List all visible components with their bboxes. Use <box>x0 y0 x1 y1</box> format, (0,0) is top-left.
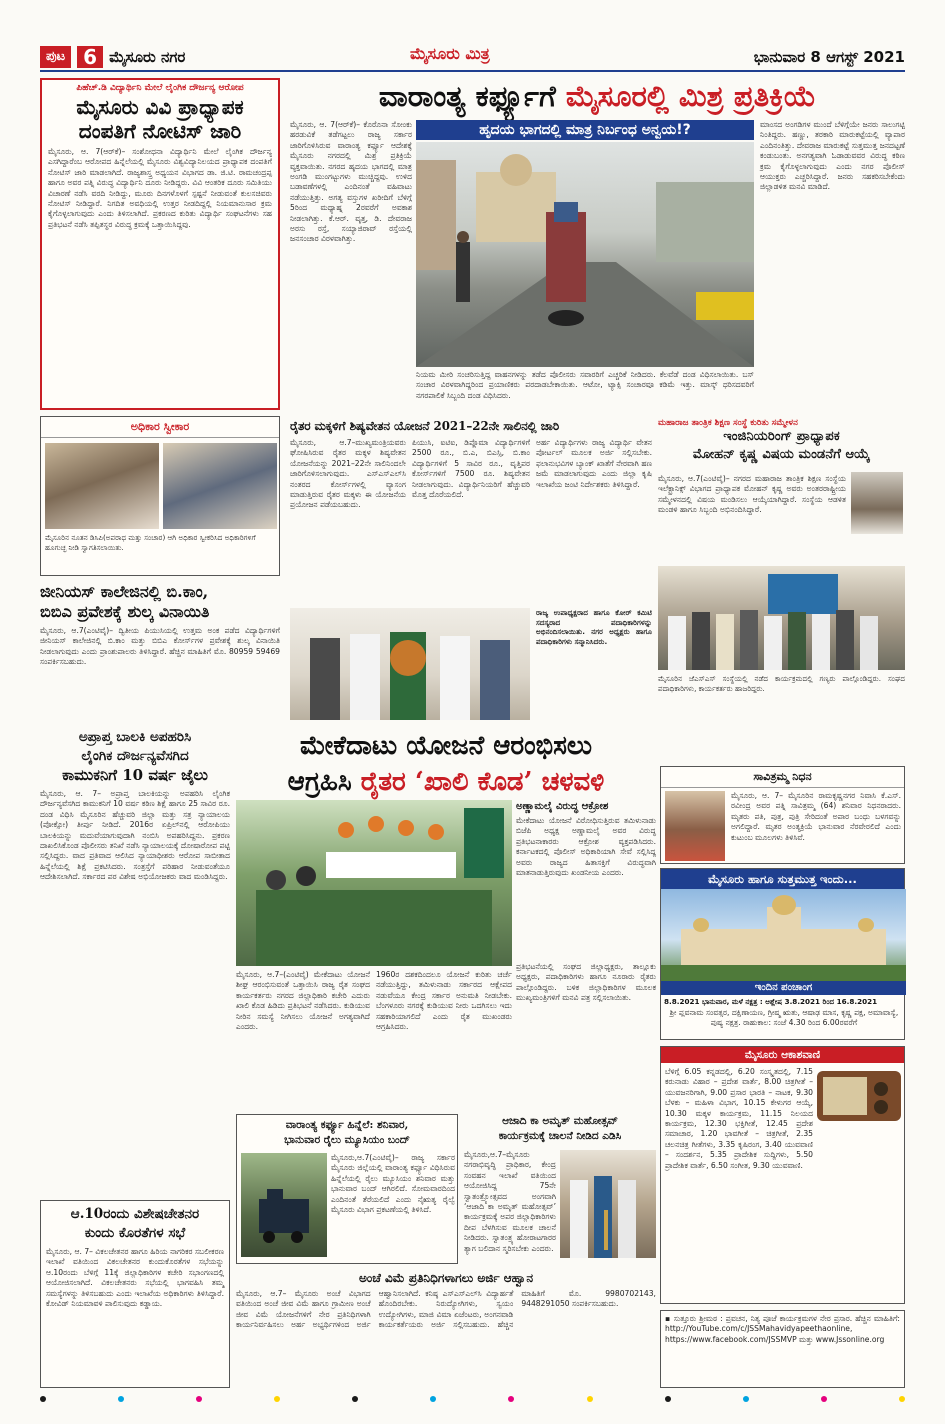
registration-dot <box>587 1396 593 1402</box>
headline-part: ವಾರಾಂತ್ಯ ಕರ್ಫ್ಯೂಗೆ <box>378 79 556 113</box>
lead-photo-street <box>416 142 754 367</box>
headline-line: ಬಿಬಿಎ ಪ್ರವೇಶಕ್ಕೆ ಶುಲ್ಕ ವಿನಾಯಿತಿ <box>40 602 210 621</box>
dateline: ಭಾನುವಾರ 8 ಆಗಸ್ಟ್ 2021 <box>753 48 905 66</box>
story-body: ಮೈಸೂರು, ಆ. 7– ಅಪ್ರಾಪ್ತ ಬಾಲಕಿಯನ್ನು ಅಪಹರಿಸಿ ಲೈಂಗಿಕ ದೌರ್ಜನ್ಯವೆಸಗಿದ ಕಾಮುಕನಿಗೆ 10 ವರ್ಷ ಕಠಿಣ ಶಿಕ್ಷೆ ಹಾಗೂ 25 ಸಾವಿರ ರೂ. ದಂಡ ವಿಧಿಸಿ ಮೈಸೂರಿನ ಹೆಚ್ಚುವರಿ ಜಿಲ್ಲಾ ಮತ್ತು ಸತ್ರ ನ್ಯಾಯಾಲಯ (ಪೋಕ್ಸೋ) ತೀರ್ಪು ನೀಡಿದೆ. 2016ರ ಏಪ್ರಿಲ್‌ನಲ್ಲಿ ಆರೋಪಿಯು ಬಾಲಕಿಯನ್ನು ಮದುವೆಯಾಗುವುದಾಗಿ ನಂಬಿಸಿ ಅಪಹರಿಸಿದ್ದನು. ಪ್ರಕರಣ ದಾಖಲಿಸಿಕೊಂಡ ಪೊಲೀಸರು ತನಿಖೆ ನಡೆಸಿ ನ್ಯಾಯಾಲಯಕ್ಕೆ ದೋಷಾರೋಪ ಪಟ್ಟಿ ಸಲ್ಲಿಸಿದ್ದರು. ವಾದ ಪ್ರತಿವಾದ ಆಲಿಸಿದ ನ್ಯಾಯಾಧೀಶರು ಆರೋಪ ಸಾಬೀತಾದ ಹಿನ್ನೆಲೆಯಲ್ಲಿ ಶಿಕ್ಷೆ ಪ್ರಕಟಿಸಿದರು. ಸಂತ್ರಸ್ತೆಗೆ ಪರಿಹಾರ ನೀಡುವಂತೆಯೂ ಆದೇಶಿಸಲಾಗಿದೆ. ಸರ್ಕಾರದ ಪರ ವಿಶೇಷ ಅಭಿಯೋಜಕರು ವಾದ ಮಂಡಿಸಿದ್ದರು. <box>40 789 233 882</box>
photo-officers-1 <box>45 443 159 529</box>
lamp-lighting-illustration <box>560 1150 656 1258</box>
headline-line: ಆಜಾದಿ ಕಾ ಅಮೃತ್ ಮಹೋತ್ಸವ್ <box>502 1115 618 1127</box>
story-body: ಪ್ರತಿಭಟನೆಯಲ್ಲಿ ಸಂಘದ ಜಿಲ್ಲಾಧ್ಯಕ್ಷರು, ತಾಲ್ಲೂಕು ಅಧ್ಯಕ್ಷರು, ಪದಾಧಿಕಾರಿಗಳು ಹಾಗೂ ನೂರಾರು ರೈತರು ಪಾಲ್ಗೊಂಡಿದ್ದರು. ಬಳಿಕ ಜಿಲ್ಲಾಧಿಕಾರಿಗಳ ಮೂಲಕ ಮುಖ್ಯಮಂತ್ರಿಗಳಿಗೆ ಮನವಿ ಪತ್ರ ಸಲ್ಲಿಸಲಾಯಿತು. <box>516 962 659 1003</box>
story-body: ಮೈಸೂರು, ಆ.7(ಎಂಟಿವೈ)– ನಗರದ ಮಹಾರಾಜ ತಾಂತ್ರಿಕ ಶಿಕ್ಷಣ ಸಂಸ್ಥೆಯ ಇಲೆಕ್ಟ್ರಾನಿಕ್ಸ್ ವಿಭಾಗದ ಪ್ರಾಧ್ಯಾಪಕ ಮೋಹನ್ ಕೃಷ್ಣ ಅವರು ಅಂತರರಾಷ್ಟ್ರೀಯ ಸಮ್ಮೇಳನದಲ್ಲಿ ವಿಷಯ ಮಂಡಿಸಲು ಆಯ್ಕೆಯಾಗಿದ್ದಾರೆ. ಸಂಸ್ಥೆಯ ಆಡಳಿತ ಮಂಡಳಿ ಹಾಗೂ ಸಿಬ್ಬಂದಿ ಅಭಿನಂದಿಸಿದ್ದಾರೆ. <box>658 474 849 515</box>
mekedatu-protest-photo <box>236 800 512 966</box>
scholarship-photo <box>290 608 530 720</box>
story-apply <box>236 1270 659 1388</box>
photo-caption: ಮೈಸೂರಿನ ಜೆಎಸ್‌ಎಸ್ ಸಂಸ್ಥೆಯಲ್ಲಿ ನಡೆದ ಕಾರ್ಯಕ್ರಮದಲ್ಲಿ ಗಣ್ಯರು ಪಾಲ್ಗೊಂಡಿದ್ದರು. ಸಂಘದ ಪದಾಧಿಕಾರಿಗಳು, ಕಾರ್ಯಕರ್ತರು ಹಾಜರಿದ್ದರು. <box>658 674 905 693</box>
page-number: 6 <box>77 46 103 68</box>
scholarship-body-1: ಮೈಸೂರು, ಆ.7–ಮುಖ್ಯಮಂತ್ರಿಯವರು ಘೋಷಿಸಿರುವ ರೈತರ ಮಕ್ಕಳ ಶಿಷ್ಯವೇತನ ಯೋಜನೆಯನ್ನು 2021–22ನೇ ಸಾಲಿನಿಂದಲೇ ಜಾರಿಗೊಳಿಸಲಾಗುವುದು. ಎಸ್‌ಎಸ್‌ಎಲ್‌ಸಿ ನಂತರದ ಕೋರ್ಸ್‌ಗಳಲ್ಲಿ ವ್ಯಾಸಂಗ ಮಾಡುತ್ತಿರುವ ರೈತರ ಮಕ್ಕಳು ಈ ಯೋಜನೆಯ ಪ್ರಯೋಜನ ಪಡೆಯಬಹುದು. <box>290 438 409 510</box>
story-headline <box>658 428 905 464</box>
registration-dot <box>508 1396 514 1402</box>
footer-notice <box>660 1310 905 1388</box>
museum-train-photo <box>241 1153 327 1257</box>
professor-event-photo <box>658 566 905 670</box>
group-illustration <box>658 566 905 670</box>
mekedatu-headline <box>236 728 656 800</box>
panchanga-title: ಇಂದಿನ ಪಂಚಾಂಗ <box>661 981 906 995</box>
scholarship-body-2: ಪಿಯುಸಿ, ಐಟಿಐ, ಡಿಪ್ಲೊಮಾ ವಿದ್ಯಾರ್ಥಿಗಳಿಗೆ 2500 ರೂ., ಬಿ.ಎ, ಬಿಎಸ್ಸಿ, ಬಿ.ಕಾಂ ವಿದ್ಯಾರ್ಥಿಗಳಿಗೆ 5 ಸಾವಿರ ರೂ., ವೃತ್ತಿಪರ ಕೋರ್ಸ್‌ಗಳಿಗೆ 7500 ರೂ. ಶಿಷ್ಯವೇತನ ನೀಡಲಾಗುವುದು. ವಿದ್ಯಾರ್ಥಿನಿಯರಿಗೆ ಹೆಚ್ಚುವರಿ ಮೊತ್ತ ದೊರೆಯಲಿದೆ. <box>412 438 533 500</box>
radio-box <box>660 1046 905 1304</box>
headline-line: ವಾರಾಂತ್ಯ ಕರ್ಫ್ಯೂ ಹಿನ್ನೆಲೆ: ಶನಿವಾರ, <box>285 1119 409 1131</box>
headline-line: ಮೇಕೆದಾಟು ಯೋಜನೆ ಆರಂಭಿಸಲು <box>299 731 593 761</box>
story-headline: ಅಂಚೆ ವಿಮೆ ಪ್ರತಿನಿಧಿಗಳಾಗಲು ಅರ್ಜಿ ಆಹ್ವಾನ <box>358 1271 534 1285</box>
story-kicker: ಪಿಹೆಚ್.ಡಿ ವಿದ್ಯಾರ್ಥಿನಿ ಮೇಲೆ ಲೈಂಗಿಕ ದೌರ್ಜನ್ಯ ಆರೋಪ <box>76 83 244 93</box>
page-header <box>40 44 905 72</box>
story-body: ಮೈಸೂರು,ಆ.7–ಮೈಸೂರು ನಗರಾಭಿವೃದ್ಧಿ ಪ್ರಾಧಿಕಾರ, ಕೇಂದ್ರ ಸಂವಹನ ಇಲಾಖೆ ವತಿಯಿಂದ ಆಯೋಜಿಸಿದ್ದ 75ನೇ ಸ್ವಾತಂತ್ರ್ಯೋತ್ಸವದ ಅಂಗವಾಗಿ ‘ಆಜಾದಿ ಕಾ ಅಮೃತ್ ಮಹೋತ್ಸವ್’ ಕಾರ್ಯಕ್ರಮಕ್ಕೆ ಅಪರ ಜಿಲ್ಲಾಧಿಕಾರಿಗಳು ದೀಪ ಬೆಳಗಿಸುವ ಮೂಲಕ ಚಾಲನೆ ನೀಡಿದರು. ಸ್ವಾತಂತ್ರ್ಯ ಹೋರಾಟಗಾರರ ತ್ಯಾಗ ಬಲಿದಾನ ಸ್ಮರಿಸಬೇಕು ಎಂದರು. <box>464 1150 559 1253</box>
registration-dot <box>40 1396 46 1402</box>
headline-line: ಲೈಂಗಿಕ ದೌರ್ಜನ್ಯವೆಸಗಿದ <box>81 748 189 764</box>
story-museum <box>236 1114 458 1264</box>
story-notice <box>40 78 280 410</box>
lead-headline <box>290 78 905 114</box>
lead-subhead-band: ಹೃದಯ ಭಾಗದಲ್ಲಿ ಮಾತ್ರ ನಿರ್ಬಂಧ ಅನ್ವಯ!? <box>416 120 754 140</box>
panchanga-line: 8.8.2021 ಭಾನುವಾರ, ಮಳೆ ನಕ್ಷತ್ರ : ಆಶ್ಲೇಷ 3.8.2021 ರಿಂದ 16.8.2021 <box>664 997 878 1006</box>
registration-dot <box>274 1396 280 1402</box>
lead-body-left: ಮೈಸೂರು, ಆ. 7(ಆರ್‌ಕೆ)– ಕೊರೊನಾ ಸೋಂಕು ಹರಡುವಿಕೆ ತಡೆಗಟ್ಟಲು ರಾಜ್ಯ ಸರ್ಕಾರ ಜಾರಿಗೊಳಿಸಿರುವ ವಾರಾಂತ್ಯ ಕರ್ಫ್ಯೂ ಆದೇಶಕ್ಕೆ ಮೈಸೂರು ನಗರದಲ್ಲಿ ಮಿಶ್ರ ಪ್ರತಿಕ್ರಿಯೆ ವ್ಯಕ್ತವಾಯಿತು. ನಗರದ ಹೃದಯ ಭಾಗದಲ್ಲಿ ಮಾತ್ರ ಅಂಗಡಿ ಮುಂಗಟ್ಟುಗಳು ಮುಚ್ಚಿದ್ದವು. ಉಳಿದ ಬಡಾವಣೆಗಳಲ್ಲಿ ಎಂದಿನಂತೆ ವಹಿವಾಟು ನಡೆಯುತ್ತಿತ್ತು. ಅಗತ್ಯ ವಸ್ತುಗಳ ಖರೀದಿಗೆ ಬೆಳಿಗ್ಗೆ 5ರಿಂದ ಮಧ್ಯಾಹ್ನ 2ರವರೆಗೆ ಅವಕಾಶ ನೀಡಲಾಗಿತ್ತು. ಕೆ.ಆರ್. ವೃತ್ತ, ಡಿ. ದೇವರಾಜ ಅರಸು ರಸ್ತೆ, ಸಯ್ಯಾಜಿರಾವ್ ರಸ್ತೆಯಲ್ಲಿ ಜನಸಂಚಾರ ವಿರಳವಾಗಿತ್ತು. <box>290 120 415 244</box>
section-title: ಅಧಿಕಾರ ಸ್ವೀಕಾರ <box>41 417 279 438</box>
radio-set-icon <box>815 1067 903 1125</box>
palace-illustration <box>661 889 906 981</box>
protest-illustration <box>236 800 512 966</box>
headline-line: ಆ.10ರಂದು ವಿಶೇಷಚೇತನರ <box>70 1206 200 1222</box>
street-illustration <box>416 142 754 367</box>
story-headline <box>42 95 278 143</box>
masthead: ಮೈಸೂರು ಮಿತ್ರ <box>410 44 490 63</box>
registration-dot <box>821 1396 827 1402</box>
story-body: ಮೈಸೂರು, ಆ.7(ಎಂಟಿವೈ)– ದ್ವಿತೀಯ ಪಿಯುಸಿಯಲ್ಲಿ ಉತ್ತಮ ಅಂಕ ಪಡೆದ ವಿದ್ಯಾರ್ಥಿಗಳಿಗೆ ಜೀನಿಯಸ್ ಕಾಲೇಜಿನಲ್ಲಿ ಬಿ.ಕಾಂ ಮತ್ತು ಬಿಬಿಎ ಕೋರ್ಸ್‌ಗಳ ಪ್ರವೇಶಕ್ಕೆ ಶುಲ್ಕ ವಿನಾಯಿತಿ ನೀಡಲಾಗುವುದು ಎಂದು ಪ್ರಾಂಶುಪಾಲರು ತಿಳಿಸಿದ್ದಾರೆ. ಹೆಚ್ಚಿನ ಮಾಹಿತಿಗೆ ಮೊ. 80959 59469 ಸಂಪರ್ಕಿಸಬಹುದು. <box>40 626 283 667</box>
story-headline <box>41 1205 229 1243</box>
photo-caption: ಮೈಸೂರಿನ ನೂತನ ಡಿಸಿಪಿ(ಅಪರಾಧ ಮತ್ತು ಸಂಚಾರ) ಆಗಿ ಅಧಿಕಾರ ಸ್ವೀಕರಿಸಿದ ಅಧಿಕಾರಿಗಳಿಗೆ ಹೂಗುಚ್ಛ ನೀಡಿ ಸ್ವಾಗತಿಸಲಾಯಿತು. <box>45 533 256 552</box>
headline-line: ಕುಂದು ಕೊರತೆಗಳ ಸಭೆ <box>84 1225 186 1241</box>
panchanga-body: ಶ್ರೀ ಪ್ಲವನಾಮ ಸಂವತ್ಸರ, ದಕ್ಷಿಣಾಯಣ, ಗ್ರೀಷ್ಮ ಋತು, ಆಷಾಢ ಮಾಸ, ಕೃಷ್ಣ ಪಕ್ಷ, ಅಮಾವಾಸ್ಯೆ, ಪುಷ್ಯ ನಕ್ಷತ್ರ. ರಾಹುಕಾಲ: ಸಂಜೆ 4.30 ರಿಂದ 6.00ರವರೆಗೆ <box>669 1008 901 1028</box>
registration-dot <box>352 1396 358 1402</box>
story-body: ಮೈಸೂರು, ಆ. 7(ಆರ್‌ಕೆ)– ಸಂಶೋಧನಾ ವಿದ್ಯಾರ್ಥಿನಿ ಮೇಲೆ ಲೈಂಗಿಕ ದೌರ್ಜನ್ಯ ಎಸಗಿದ್ದಾರೆಂಬ ಆರೋಪದ ಹಿನ್ನೆಲೆಯಲ್ಲಿ ಮೈಸೂರು ವಿಶ್ವವಿದ್ಯಾನಿಲಯದ ಪ್ರಾಧ್ಯಾಪಕ ದಂಪತಿಗೆ ನೋಟಿಸ್ ಜಾರಿ ಮಾಡಲಾಗಿದೆ. ರಾಜ್ಯಶಾಸ್ತ್ರ ಅಧ್ಯಯನ ವಿಭಾಗದ ಡಾ. ಜಿ.ಟಿ. ರಾಮಚಂದ್ರಪ್ಪ ಹಾಗೂ ಅವರ ಪತ್ನಿ ವಿರುದ್ಧ ವಿದ್ಯಾರ್ಥಿನಿ ದೂರು ನೀಡಿದ್ದರು. ವಿವಿ ಆಂತರಿಕ ದೂರು ಸಮಿತಿಯು ವಿಚಾರಣೆ ನಡೆಸಿ ವರದಿ ನೀಡಿದ್ದು, ಮೂರು ದಿನಗಳೊಳಗೆ ಸ್ಪಷ್ಟನೆ ನೀಡುವಂತೆ ಕುಲಸಚಿವರು ನೋಟಿಸ್ ನೀಡಿದ್ದಾರೆ. ನಿಗದಿತ ಅವಧಿಯಲ್ಲಿ ಉತ್ತರ ನೀಡದಿದ್ದಲ್ಲಿ ನಿಯಮಾನುಸಾರ ಕ್ರಮ ಕೈಗೊಳ್ಳಲಾಗುವುದು ಎಂದು ತಿಳಿಸಲಾಗಿದೆ. ಪ್ರಕರಣದ ಕುರಿತು ವಿದ್ಯಾರ್ಥಿ ಸಂಘಟನೆಗಳು ಸಹ ಪ್ರತಿಭಟನೆ ನಡೆಸಿ ತಪ್ಪಿತಸ್ಥರ ವಿರುದ್ಧ ಕ್ರಮಕ್ಕೆ ಒತ್ತಾಯಿಸಿದ್ದವು. <box>48 147 275 229</box>
headline-part: ಮೈಸೂರಲ್ಲಿ ಮಿಶ್ರ ಪ್ರತಿಕ್ರಿಯೆ <box>565 79 817 113</box>
registration-dot <box>118 1396 124 1402</box>
story-meeting <box>40 1200 230 1388</box>
story-body: ಮೈಸೂರು, ಆ. 7– ವಿಕಲಚೇತನರ ಹಾಗೂ ಹಿರಿಯ ನಾಗರಿಕರ ಸಬಲೀಕರಣ ಇಲಾಖೆ ವತಿಯಿಂದ ವಿಕಲಚೇತನರ ಕುಂದುಕೊರತೆಗಳ ಸಭೆಯನ್ನು ಆ.10ರಂದು ಬೆಳಿಗ್ಗೆ 11ಕ್ಕೆ ಜಿಲ್ಲಾಧಿಕಾರಿಗಳ ಕಚೇರಿ ಸಭಾಂಗಣದಲ್ಲಿ ಆಯೋಜಿಸಲಾಗಿದೆ. ವಿಕಲಚೇತನರು ಸಭೆಯಲ್ಲಿ ಭಾಗವಹಿಸಿ ತಮ್ಮ ಸಮಸ್ಯೆಗಳನ್ನು ತಿಳಿಸಬಹುದು ಎಂದು ಇಲಾಖೆಯ ಅಧಿಕಾರಿಗಳು ತಿಳಿಸಿದ್ದಾರೆ. ಕೋವಿಡ್ ನಿಯಮಾವಳಿ ಪಾಲಿಸುವುದು ಕಡ್ಡಾಯ. <box>46 1247 227 1309</box>
registration-dot <box>196 1396 202 1402</box>
story-body: ಮೈಸೂರು,ಆ.7(ಎಂಟಿವೈ)– ರಾಜ್ಯ ಸರ್ಕಾರ ಮೈಸೂರು ಜಿಲ್ಲೆಯಲ್ಲಿ ವಾರಾಂತ್ಯ ಕರ್ಫ್ಯೂ ವಿಧಿಸಿರುವ ಹಿನ್ನೆಲೆಯಲ್ಲಿ ರೈಲು ಮ್ಯೂಸಿಯಂ ಶನಿವಾರ ಮತ್ತು ಭಾನುವಾರ ಬಂದ್ ಆಗಿರಲಿದೆ. ಸೋಮವಾರದಿಂದ ಎಂದಿನಂತೆ ತೆರೆಯಲಿದೆ ಎಂದು ನೈಋತ್ಯ ರೈಲ್ವೆ ಮೈಸೂರು ವಿಭಾಗ ಪ್ರಕಟಣೆಯಲ್ಲಿ ತಿಳಿಸಿದೆ. <box>331 1153 458 1215</box>
scholarship-photo-caption: ರಾಜ್ಯ ಉಪಾಧ್ಯಕ್ಷರಾದ ಹಾಗೂ ಕೋರ್ ಕಮಿಟಿ ಸದಸ್ಯರಾದ ಪದಾಧಿಕಾರಿಗಳನ್ನು ಅಭಿನಂದಿಸಲಾಯಿತು. ನಗರ ಅಧ್ಯಕ್ಷರು ಹಾಗೂ ಪದಾಧಿಕಾರಿಗಳು ಸನ್ಮಾನಿಸಿದರು. <box>536 608 652 646</box>
registration-dot <box>743 1396 749 1402</box>
radio-title: ಮೈಸೂರು ಆಕಾಶವಾಣಿ <box>661 1047 904 1063</box>
lead-body-mid: ನಿಯಮ ಮೀರಿ ಸಂಚರಿಸುತ್ತಿದ್ದ ವಾಹನಗಳನ್ನು ತಡೆದ ಪೊಲೀಸರು ಸವಾರರಿಗೆ ಎಚ್ಚರಿಕೆ ನೀಡಿದರು. ಕೆಲವೆಡೆ ದಂಡ ವಿಧಿಸಲಾಯಿತು. ಬಸ್ ಸಂಚಾರ ವಿರಳವಾಗಿದ್ದರಿಂದ ಪ್ರಯಾಣಿಕರು ಪರದಾಡಬೇಕಾಯಿತು. ಆಟೋ, ಟ್ಯಾಕ್ಸಿ ಸಂಚಾರವೂ ಕಡಿಮೆ ಇತ್ತು. ಮಾಸ್ಕ್ ಧರಿಸದವರಿಗೆ ನಗರಪಾಲಿಕೆ ಸಿಬ್ಬಂದಿ ದಂಡ ವಿಧಿಸಿದರು. <box>416 370 757 400</box>
registration-dot <box>899 1396 905 1402</box>
palace-icon <box>661 889 906 981</box>
headline-line: ದಂಪತಿಗೆ ನೋಟಿಸ್ ಜಾರಿ <box>78 119 242 143</box>
headline-line: ಇಂಜಿನಿಯರಿಂಗ್ ಪ್ರಾಧ್ಯಾಪಕ <box>723 429 840 444</box>
headline-line: ಕಾರ್ಯಕ್ರಮಕ್ಕೆ ಚಾಲನೆ ನೀಡಿದ ಎಡಿಸಿ <box>498 1130 622 1142</box>
scholarship-headline: ರೈತರ ಮಕ್ಕಳಿಗೆ ಶಿಷ್ಯವೇತನ ಯೋಜನೆ 2021–22ನೇ ಸಾಲಿನಲ್ಲಿ ಜಾರಿ <box>290 419 560 433</box>
section-name: ಮೈಸೂರು ನಗರ <box>109 48 186 66</box>
registration-dot <box>665 1396 671 1402</box>
story-headline <box>464 1114 656 1144</box>
page-number-block <box>40 46 185 68</box>
story-jail <box>40 728 233 1192</box>
story-headline <box>237 1118 457 1148</box>
azadi-photo <box>560 1150 656 1258</box>
obituary-body: ಮೈಸೂರು, ಆ. 7– ಮೈಸೂರಿನ ರಾಮಕೃಷ್ಣನಗರ ನಿವಾಸಿ ಕೆ.ಎಸ್. ರವೀಂದ್ರ ಅವರ ಪತ್ನಿ ಸಾವಿತ್ರಮ್ಮ (64) ಶನಿವಾರ ನಿಧನರಾದರು. ಮೃತರು ಪತಿ, ಪುತ್ರ, ಪುತ್ರಿ ಸೇರಿದಂತೆ ಅಪಾರ ಬಂಧು ಬಳಗವನ್ನು ಅಗಲಿದ್ದಾರೆ. ಮೃತರ ಅಂತ್ಯಕ್ರಿಯೆ ಭಾನುವಾರ ನೆರವೇರಲಿದೆ ಎಂದು ಕುಟುಂಬ ಮೂಲಗಳು ತಿಳಿಸಿವೆ. <box>731 791 904 842</box>
story-body: ಮೈಸೂರು, ಆ.7– ಮೈಸೂರು ಅಂಚೆ ವಿಭಾಗದ ವತಿಯಿಂದ ಅಂಚೆ ಜೀವ ವಿಮೆ ಹಾಗೂ ಗ್ರಾಮೀಣ ಅಂಚೆ ಜೀವ ವಿಮೆ ಯೋಜನೆಗಳಿಗೆ ನೇರ ಪ್ರತಿನಿಧಿಗಳಾಗಿ ಕಾರ್ಯನಿರ್ವಹಿಸಲು ಅರ್ಹ ಅಭ್ಯರ್ಥಿಗಳಿಂದ ಅರ್ಜಿ ಆಹ್ವಾನಿಸಲಾಗಿದೆ. ಕನಿಷ್ಠ ಎಸ್‌ಎಸ್‌ಎಲ್‌ಸಿ ವಿದ್ಯಾರ್ಹತೆ ಹೊಂದಿರಬೇಕು. ನಿರುದ್ಯೋಗಿಗಳು, ಸ್ವಯಂ ಉದ್ಯೋಗಿಗಳು, ಮಾಜಿ ವಿಮಾ ಏಜೆಂಟರು, ಅಂಗನವಾಡಿ ಕಾರ್ಯಕರ್ತೆಯರು ಅರ್ಜಿ ಸಲ್ಲಿಸಬಹುದು. ಹೆಚ್ಚಿನ ಮಾಹಿತಿಗೆ ಮೊ. 9980702143, 9448291050 ಸಂಪರ್ಕಿಸಬಹುದು. <box>236 1289 659 1330</box>
story-headline <box>40 728 230 785</box>
train-illustration <box>241 1153 327 1257</box>
obituary-portrait <box>665 791 725 861</box>
headline-part: ರೈತರ ‘ಖಾಲಿ ಕೊಡ’ ಚಳವಳಿ <box>360 767 605 797</box>
story-kicker: ಮಹಾರಾಜ ತಾಂತ್ರಿಕ ಶಿಕ್ಷಣ ಸಂಸ್ಥೆ ಕುರಿತು ಸಮ್ಮೇಳನ <box>658 418 798 428</box>
headline-line: ಮೈಸೂರು ವಿವಿ ಪ್ರಾಧ್ಯಾಪಕ <box>76 95 244 119</box>
headline-part: ಆಗ್ರಹಿಸಿ <box>287 767 352 797</box>
footer-notice-body: ▪ ಸುತ್ತೂರು ಶ್ರೀಮಠ : ಪ್ರವಚನ, ನಿತ್ಯ ಪೂಜೆ ಕಾರ್ಯಕ್ರಮಗಳ ನೇರ ಪ್ರಸಾರ. ಹೆಚ್ಚಿನ ಮಾಹಿತಿಗೆ: http://YouTube.com/c/JSSMahavidyapeethaonline, https://www.facebook.com/JSSMVP ಮತ್ತು www.Jssonline.org <box>665 1314 903 1344</box>
headline-line: ಭಾನುವಾರ ರೈಲು ಮ್ಯೂಸಿಯಂ ಬಂದ್ <box>284 1134 410 1146</box>
headline-line <box>236 764 656 800</box>
obituary-title: ಸಾವಿತ್ರಮ್ಮ ನಿಧನ <box>661 767 904 788</box>
radio-body: ಬೆಳಿಗ್ಗೆ 6.05 ಕನ್ನಡದಲ್ಲಿ, 6.20 ಸಂಸ್ಕೃತದಲ್ಲಿ, 7.15 ಕರುನಾಡು ವಿಹಾರ – ಪ್ರದೇಶ ವಾರ್ತೆ, 8.00 ಚಿತ್ರಗೀತೆ – ಯುವಜನರಿಗಾಗಿ, 9.00 ಪ್ರಸಾರ ಭಾರತಿ – ನಾಟಕ, 9.30 ಬೆಳಕು – ಮಹಿಳಾ ವಿಭಾಗ, 10.15 ಕೇಳುಗರ ಆಯ್ಕೆ, 10.30 ಮಕ್ಕಳ ಕಾರ್ಯಕ್ರಮ, 11.15 ನಿಲಯದ ಕಾರ್ಯಕ್ರಮ, 12.30 ಭಕ್ತಿಗೀತೆ, 12.45 ಪ್ರದೇಶ ಸಮಾಚಾರ, 1.20 ಭಾವಗೀತೆ – ಚಿತ್ರಗೀತೆ, 2.35 ಚಲನಚಿತ್ರ ಗೀತೆಗಳು, 3.35 ಕೃಷಿರಂಗ, 3.40 ಯುವವಾಣಿ – ಸಂದರ್ಶನ, 5.35 ಪ್ರಾದೇಶಿಕ ಸುದ್ದಿಗಳು, 5.50 ಪ್ರಾದೇಶಿಕ ವಾರ್ತೆ, 6.50 ಸಂಗೀತ, 9.30 ಯುವವಾಣಿ. <box>665 1067 816 1170</box>
lead-body-right: ಮಾಂಸದ ಅಂಗಡಿಗಳ ಮುಂದೆ ಬೆಳಿಗ್ಗೆಯೇ ಜನರು ಸಾಲುಗಟ್ಟಿ ನಿಂತಿದ್ದರು. ಹಣ್ಣು, ತರಕಾರಿ ಮಾರುಕಟ್ಟೆಯಲ್ಲಿ ವ್ಯಾಪಾರ ಎಂದಿನಂತಿತ್ತು. ದೇವರಾಜ ಮಾರುಕಟ್ಟೆ ಸುತ್ತಮುತ್ತ ಜನದಟ್ಟಣೆ ಕಂಡುಬಂತು. ಅನಗತ್ಯವಾಗಿ ಓಡಾಡುವವರ ವಿರುದ್ಧ ಕಠಿಣ ಕ್ರಮ ಕೈಗೊಳ್ಳಲಾಗುವುದು ಎಂದು ನಗರ ಪೊಲೀಸ್ ಆಯುಕ್ತರು ಎಚ್ಚರಿಸಿದ್ದಾರೆ. ಜನರು ಸಹಕರಿಸಬೇಕೆಂದು ಜಿಲ್ಲಾಡಳಿತ ಮನವಿ ಮಾಡಿದೆ. <box>760 120 908 192</box>
scholarship-body-3: ಅರ್ಹ ವಿದ್ಯಾರ್ಥಿಗಳು ರಾಜ್ಯ ವಿದ್ಯಾರ್ಥಿ ವೇತನ ಪೋರ್ಟಲ್ ಮೂಲಕ ಅರ್ಜಿ ಸಲ್ಲಿಸಬೇಕು. ಫಲಾನುಭವಿಗಳ ಬ್ಯಾಂಕ್ ಖಾತೆಗೆ ನೇರವಾಗಿ ಹಣ ಜಮೆ ಮಾಡಲಾಗುವುದು ಎಂದು ಜಿಲ್ಲಾ ಕೃಷಿ ಇಲಾಖೆಯ ಜಂಟಿ ನಿರ್ದೇಶಕರು ತಿಳಿಸಿದ್ದಾರೆ. <box>536 438 655 489</box>
headline-line: ಮೋಹನ್ ಕೃಷ್ಣ ವಿಷಯ ಮಂಡನೆಗೆ ಆಯ್ಕೆ <box>692 447 871 462</box>
radio-icon <box>815 1067 903 1125</box>
photo-officers-2 <box>163 443 277 529</box>
events-box <box>660 868 905 1040</box>
obituary <box>660 766 905 864</box>
registration-dot <box>430 1396 436 1402</box>
story-azadi <box>464 1114 656 1264</box>
mekedatu-body-1: ಮೈಸೂರು, ಆ.7–(ಎಂಟಿವೈ) ಮೇಕೆದಾಟು ಯೋಜನೆ ಶೀಘ್ರ ಆರಂಭಿಸುವಂತೆ ಒತ್ತಾಯಿಸಿ ರಾಜ್ಯ ರೈತ ಸಂಘದ ಕಾರ್ಯಕರ್ತರು ನಗರದ ಜಿಲ್ಲಾಧಿಕಾರಿ ಕಚೇರಿ ಎದುರು ಖಾಲಿ ಕೊಡ ಹಿಡಿದು ಪ್ರತಿಭಟನೆ ನಡೆಸಿದರು. ಕುಡಿಯುವ ನೀರಿನ ಸಮಸ್ಯೆ ನೀಗಿಸಲು ಯೋಜನೆ ಅಗತ್ಯವಾಗಿದೆ ಎಂದರು. <box>236 970 373 1032</box>
story-charge <box>40 416 280 576</box>
sidebar-body: ಮೇಕೆದಾಟು ಯೋಜನೆ ವಿರೋಧಿಸುತ್ತಿರುವ ತಮಿಳುನಾಡು ಬಿಜೆಪಿ ಅಧ್ಯಕ್ಷ ಅಣ್ಣಾಮಲೈ ಅವರ ವಿರುದ್ಧ ಪ್ರತಿಭಟನಾಕಾರರು ಆಕ್ರೋಶ ವ್ಯಕ್ತಪಡಿಸಿದರು. ಕರ್ನಾಟಕದಲ್ಲಿ ಪೊಲೀಸ್ ಅಧಿಕಾರಿಯಾಗಿ ಸೇವೆ ಸಲ್ಲಿಸಿದ್ದ ಅವರು ರಾಜ್ಯದ ಹಿತಾಸಕ್ತಿಗೆ ವಿರುದ್ಧವಾಗಿ ಮಾತನಾಡುತ್ತಿರುವುದು ಖಂಡನೀಯ ಎಂದರು. <box>516 816 659 878</box>
sidebar-title: ಅಣ್ಣಾಮಲೈ ವಿರುದ್ಧ ಆಕ್ರೋಶ <box>516 801 609 812</box>
mekedatu-sidebar <box>516 800 659 1110</box>
page-tag: ಪುಟ <box>40 46 71 68</box>
felicitation-illustration <box>290 608 530 720</box>
headline-line: ಅಪ್ರಾಪ್ತ ಬಾಲಕಿ ಅಪಹರಿಸಿ <box>78 729 192 745</box>
headline-line: ಜೀನಿಯಸ್ ಕಾಲೇಜಿನಲ್ಲಿ ಬಿ.ಕಾಂ, <box>40 582 209 601</box>
events-band: ಮೈಸೂರು ಹಾಗೂ ಸುತ್ತಮುತ್ತ ಇಂದು... <box>661 869 904 889</box>
story-college <box>40 582 283 722</box>
professor-portrait <box>851 472 903 534</box>
story-headline <box>40 582 280 622</box>
mekedatu-body-2: 1960ರ ದಶಕದಿಂದಲೂ ಯೋಜನೆ ಕುರಿತು ಚರ್ಚೆ ನಡೆಯುತ್ತಿದ್ದು, ತಮಿಳುನಾಡು ಸರ್ಕಾರದ ಆಕ್ಷೇಪದ ನಡುವೆಯೂ ಕೇಂದ್ರ ಸರ್ಕಾರ ಅನುಮತಿ ನೀಡಬೇಕು. ಬೆಂಗಳೂರು ನಗರಕ್ಕೆ ಕುಡಿಯುವ ನೀರು ಒದಗಿಸಲು ಇದು ಸಹಕಾರಿಯಾಗಲಿದೆ ಎಂದು ರೈತ ಮುಖಂಡರು ಆಗ್ರಹಿಸಿದರು. <box>376 970 515 1032</box>
headline-line: ಕಾಮುಕನಿಗೆ 10 ವರ್ಷ ಜೈಲು <box>62 766 208 784</box>
story-professor <box>658 418 905 722</box>
registration-marks <box>40 1396 905 1402</box>
